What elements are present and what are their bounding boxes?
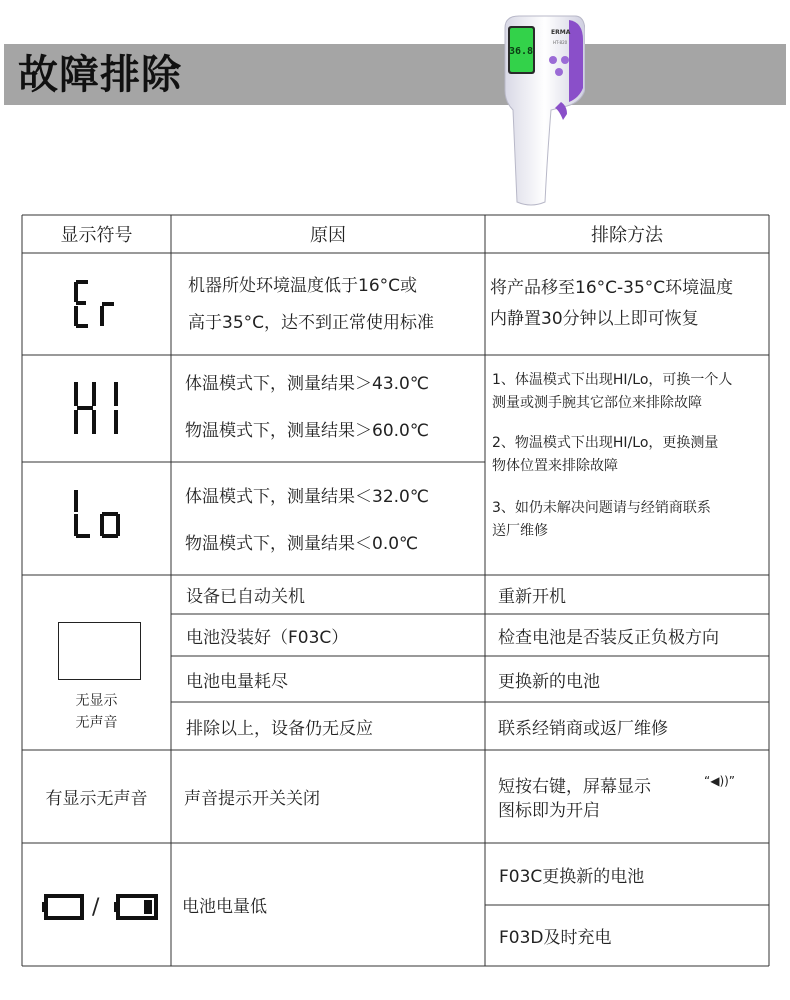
hilo-fix-1b: 测量或测手腕其它部位来排除故障 [492, 395, 702, 411]
low-battery-fix2: F03D及时充电 [499, 928, 612, 948]
no-sound-cause: 声音提示开关关闭 [184, 789, 320, 809]
page-title: 故障排除 [18, 52, 182, 98]
er-cause-line1: 机器所处环境温度低于16°C或 [188, 275, 418, 296]
empty-battery-icon [42, 893, 86, 921]
low-battery-cause: 电池电量低 [182, 897, 267, 917]
nodisp-cause-3: 排除以上，设备仍无反应 [186, 718, 373, 739]
nodisp-cause-1: 电池没装好（F03C） [186, 627, 349, 648]
nodisp-fix-0: 重新开机 [498, 587, 566, 607]
no-sound-symbol: 有显示无声音 [45, 789, 148, 809]
nodisp-fix-2: 更换新的电池 [498, 671, 600, 692]
lo-cause-line2: 物温模式下，测量结果＜0.0℃ [185, 533, 419, 554]
no-sound-fix-line1: 短按右键，屏幕显示 [498, 776, 651, 797]
header-fix: 排除方法 [591, 225, 663, 246]
lo-cause-line1: 体温模式下，测量结果＜32.0℃ [185, 486, 429, 507]
hi-cause-line1: 体温模式下，测量结果＞43.0℃ [185, 373, 429, 394]
er-cause-line2: 高于35°C，达不到正常使用标准 [188, 312, 435, 333]
nodisp-cause-0: 设备已自动关机 [186, 587, 305, 607]
no-sound-label: 无声音 [75, 715, 118, 731]
nodisp-fix-3: 联系经销商或返厂维修 [498, 718, 668, 739]
low-battery-icon [114, 893, 160, 921]
header-cause: 原因 [310, 225, 346, 246]
hilo-fix-1a: 1、体温模式下出现HI/Lo，可换一个人 [492, 372, 733, 388]
hi-cause-line2: 物温模式下，测量结果＞60.0℃ [185, 420, 429, 441]
lcd-lo-symbol [72, 488, 128, 540]
no-sound-fix-line2: 图标即为开启 [498, 800, 600, 821]
speaker-icon: “◀))” [704, 774, 736, 788]
lcd-er-symbol [72, 278, 122, 330]
nodisp-fix-1: 检查电池是否装反正负极方向 [498, 627, 719, 648]
blank-screen-icon [58, 622, 141, 680]
infrared-thermometer-icon [495, 10, 585, 210]
device-model: HT-820 [553, 40, 568, 45]
low-battery-fix1: F03C更换新的电池 [499, 866, 645, 887]
er-fix-line2: 内静置30分钟以上即可恢复 [490, 308, 699, 329]
header-symbol: 显示符号 [60, 225, 133, 246]
device-reading: 36.8 [508, 46, 534, 57]
no-display-label: 无显示 [75, 693, 118, 709]
nodisp-cause-2: 电池电量耗尽 [186, 671, 288, 692]
hilo-fix-3b: 送厂维修 [492, 523, 548, 539]
hilo-fix-2a: 2、物温模式下出现HI/Lo，更换测量 [492, 435, 719, 451]
lcd-hi-symbol [72, 380, 128, 436]
er-fix-line1: 将产品移至16°C-35°C环境温度 [490, 277, 734, 298]
device-brand: ERMA [551, 29, 571, 36]
battery-separator: / [92, 894, 100, 920]
hilo-fix-2b: 物体位置来排除故障 [492, 458, 618, 474]
hilo-fix-3a: 3、如仍未解决问题请与经销商联系 [492, 500, 711, 516]
